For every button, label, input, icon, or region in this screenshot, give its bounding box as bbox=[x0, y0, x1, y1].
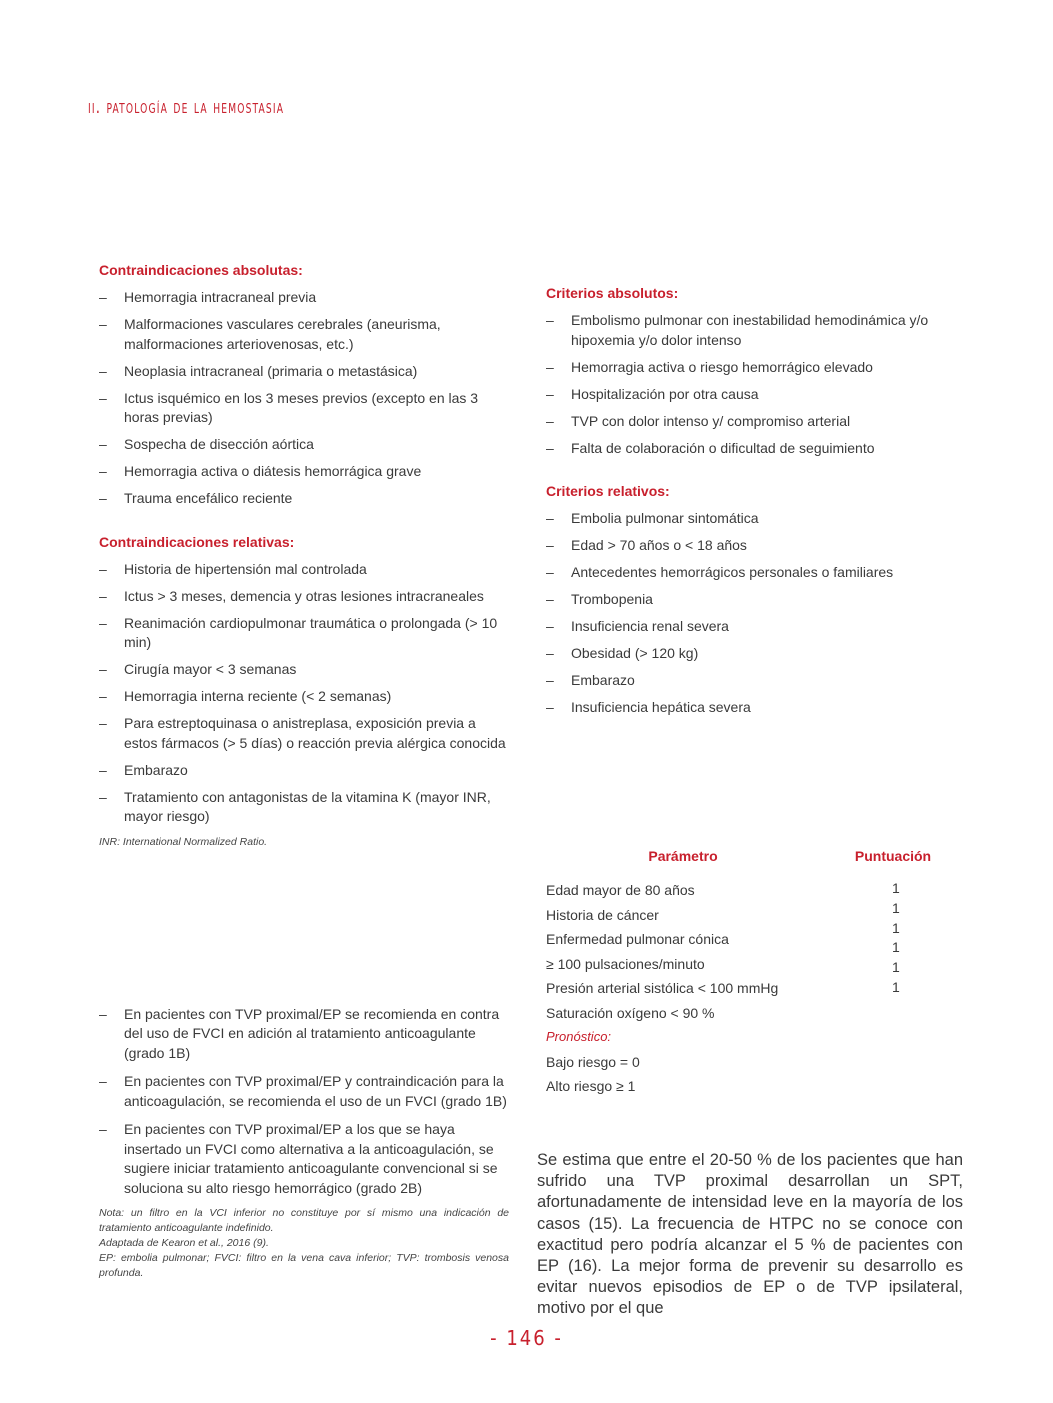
absolute-criteria-heading: Criterios absolutos: bbox=[546, 285, 679, 301]
body-paragraph: Se estima que entre el 20-50 % de los pacientes que han sufrido una TVP proximal desarrollan un SPT, afortunadamente de intensidad leve en la mayoría de los casos (15). La frecuencia de HTPC no se conoce con exactitud pero podría alcanzar el 5 % de pacientes con EP (16). La mejor forma de prevenir su desarrollo es evitar nuevos episodios de EP o de TVP ipsilateral, motivo por el que bbox=[537, 1151, 963, 1318]
fvci-note: Nota: un filtro en la VCI inferior no constituye por sí mismo una indicación de tratamiento anticoagulante indefinido. bbox=[99, 1207, 509, 1234]
score-value: 1 bbox=[892, 979, 900, 995]
list-item: – Trauma encefálico reciente bbox=[99, 489, 509, 509]
list-item: – Falta de colaboración o dificultad de seguimiento bbox=[546, 439, 956, 459]
list-item: – Malformaciones vasculares cerebrales (aneurisma, malformaciones arteriovenosas, etc.) bbox=[99, 315, 509, 354]
parameter-column-header: Parámetro bbox=[648, 848, 718, 864]
list-item: – Sospecha de disección aórtica bbox=[99, 435, 509, 455]
contraindications-table bbox=[99, 261, 509, 850]
relative-contraindications-heading: Contraindicaciones relativas: bbox=[99, 533, 295, 550]
list-item: – Embarazo bbox=[546, 671, 956, 691]
list-item: – Hemorragia interna reciente (< 2 semanas) bbox=[99, 687, 509, 707]
list-item: – Hemorragia activa o riesgo hemorrágico elevado bbox=[546, 358, 956, 378]
list-item: – Ictus isquémico en los 3 meses previos (excepto en las 3 horas previas) bbox=[99, 389, 509, 428]
absolute-contraindications-heading: Contraindicaciones absolutas: bbox=[99, 262, 303, 278]
score-value: 1 bbox=[892, 880, 900, 896]
table-row: ≥ 100 pulsaciones/minuto bbox=[546, 955, 705, 972]
chapter-title: ii. patología de la hemostasia bbox=[88, 96, 285, 118]
prognosis-low: Bajo riesgo = 0 bbox=[546, 1053, 640, 1070]
list-item: – Hemorragia intracraneal previa bbox=[99, 288, 509, 308]
prognosis-high: Alto riesgo ≥ 1 bbox=[546, 1078, 636, 1094]
list-item: – Embolia pulmonar sintomática bbox=[546, 509, 956, 529]
relative-contraindications-list bbox=[99, 560, 509, 827]
table-row: Historia de cáncer bbox=[546, 906, 659, 923]
fvci-recommendations bbox=[99, 997, 509, 1281]
list-item: – Reanimación cardiopulmonar traumática o prolongada (> 10 min) bbox=[99, 614, 509, 653]
table-row: Presión arterial sistólica < 100 mmHg bbox=[546, 980, 779, 996]
list-item: – Insuficiencia renal severa bbox=[546, 617, 956, 637]
score-value: 1 bbox=[892, 920, 900, 936]
relative-criteria-heading: Criterios relativos: bbox=[546, 483, 670, 499]
list-item: – Obesidad (> 120 kg) bbox=[546, 644, 956, 664]
table-footnote: INR: International Normalized Ratio. bbox=[99, 835, 268, 848]
list-item: – En pacientes con TVP proximal/EP a los que se haya insertado un FVCI como alternativa a la anticoagulación, se sugiere iniciar tratamiento anticoagulante convencional si se soluciona su alto riesgo hemorrágico (grado 2B) bbox=[99, 1120, 509, 1198]
list-item: – Neoplasia intracraneal (primaria o metastásica) bbox=[99, 362, 509, 382]
score-table bbox=[546, 848, 966, 1094]
list-item: – En pacientes con TVP proximal/EP y contraindicación para la anticoagulación, se recomienda el uso de un FVCI (grado 1B) bbox=[99, 1072, 509, 1111]
absolute-contraindications-list bbox=[99, 288, 509, 509]
list-item: – Embarazo bbox=[99, 761, 509, 781]
list-item: – Tratamiento con antagonistas de la vitamina K (mayor INR, mayor riesgo) bbox=[99, 788, 509, 827]
list-item: – Antecedentes hemorrágicos personales o familiares bbox=[546, 563, 956, 583]
list-item: – Hemorragia activa o diátesis hemorrágica grave bbox=[99, 462, 509, 482]
relative-criteria-list bbox=[546, 509, 956, 718]
score-table-header bbox=[546, 848, 966, 870]
list-item: – Ictus > 3 meses, demencia y otras lesiones intracraneales bbox=[99, 587, 509, 607]
fvci-list bbox=[99, 1005, 509, 1199]
list-item: – TVP con dolor intenso y/ compromiso arterial bbox=[546, 412, 956, 432]
score-value: 1 bbox=[892, 939, 900, 955]
score-value: 1 bbox=[892, 959, 900, 975]
score-column-header: Puntuación bbox=[854, 848, 932, 864]
fvci-abbreviations: EP: embolia pulmonar; FVCI: filtro en la vena cava inferior; TVP: trombosis venosa profunda. bbox=[99, 1252, 509, 1279]
score-value: 1 bbox=[892, 900, 900, 916]
table-row: Saturación oxígeno < 90 % bbox=[546, 1004, 715, 1021]
list-item: – En pacientes con TVP proximal/EP se recomienda en contra del uso de FVCI en adición al tratamiento anticoagulante (grado 1B) bbox=[99, 1005, 509, 1064]
table-row: Enfermedad pulmonar cónica bbox=[546, 931, 729, 947]
page-number: - 146 - bbox=[490, 1326, 563, 1350]
table-row: Edad mayor de 80 años bbox=[546, 882, 695, 898]
prognosis-label: Pronóstico: bbox=[546, 1029, 612, 1044]
list-item: – Historia de hipertensión mal controlada bbox=[99, 560, 509, 580]
criteria-table bbox=[546, 284, 956, 718]
list-item: – Trombopenia bbox=[546, 590, 956, 610]
list-item: – Edad > 70 años o < 18 años bbox=[546, 536, 956, 556]
list-item: – Para estreptoquinasa o anistreplasa, exposición previa a estos fármacos (> 5 días) o reacción previa alérgica conocida bbox=[99, 714, 509, 753]
absolute-criteria-list bbox=[546, 311, 956, 458]
list-item: – Hospitalización por otra causa bbox=[546, 385, 956, 405]
list-item: – Cirugía mayor < 3 semanas bbox=[99, 660, 509, 680]
list-item: – Embolismo pulmonar con inestabilidad hemodinámica y/o hipoxemia y/o dolor intenso bbox=[546, 311, 956, 350]
list-item: – Insuficiencia hepática severa bbox=[546, 698, 956, 718]
fvci-source: Adaptada de Kearon et al., 2016 (9). bbox=[99, 1237, 269, 1249]
